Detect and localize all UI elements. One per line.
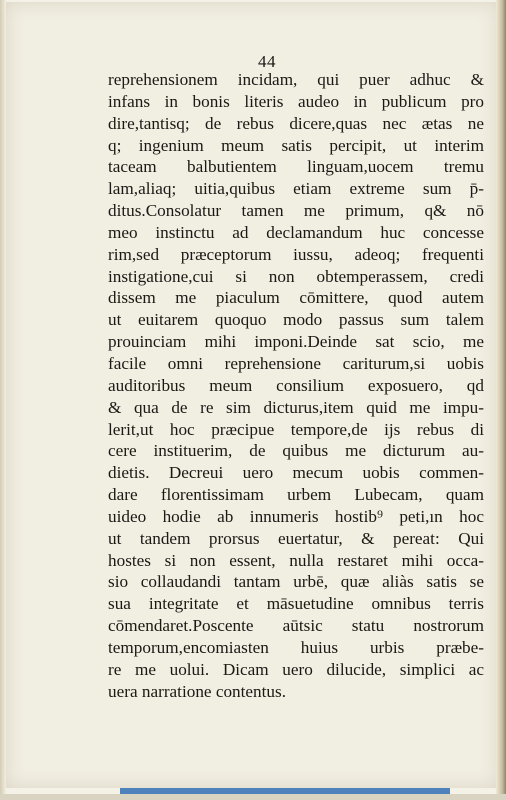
text-line: meo instinctu ad declamandum huc concesse xyxy=(108,222,484,242)
text-line: reprehensionem incidam, qui puer adhuc & xyxy=(108,70,484,89)
text-line: dire,tantisq; de rebus dicere,quas nec ætas ne xyxy=(108,113,484,133)
text-line: ut tandem prorsus euertatur, & pereat: Qui xyxy=(108,528,484,548)
text-line: uideo hodie ab innumeris hostib⁹ peti,ın hoc xyxy=(108,506,484,526)
text-line: facile omni reprehensione cariturum,si uobis xyxy=(108,353,484,373)
text-line: cōmendaret.Poscente aūtsic statu nostrorum xyxy=(108,616,484,636)
text-line: ut euitarem quoquo modo passus sum talem xyxy=(108,310,484,330)
text-line: ditus.Consolatur tamen me primum, q& nō xyxy=(108,201,484,221)
scan-bottom-edge xyxy=(0,794,506,800)
text-line: infans in bonis literis audeo in publicum pro xyxy=(108,91,484,111)
text-line: rim,sed præceptorum iussu, adeoq; frequenti xyxy=(108,244,484,264)
page-number: 44 xyxy=(258,52,276,71)
text-line: auditoribus meum consilium exposuero, qd xyxy=(108,375,484,395)
text-line: lerit,ut hoc præcipue tempore,de ijs rebus di xyxy=(108,419,484,439)
text-line: prouinciam mihi imponi.Deinde sat scio, me xyxy=(108,332,484,352)
text-line: q; ingenium meum satis percipit, ut interim xyxy=(108,135,484,155)
body-text xyxy=(108,69,484,702)
page-gutter-shadow xyxy=(0,0,6,800)
text-line: lam,aliaq; uitia,quibus etiam extreme sum p̄- xyxy=(108,179,484,199)
text-line: dietis. Decreui uero mecum uobis commen- xyxy=(108,463,484,483)
text-line: dissem me piaculum cōmittere, quod autem xyxy=(108,288,484,308)
text-line: & qua de re sim dicturus,item quid me impu- xyxy=(108,397,484,417)
text-line: instigatione,cui si non obtemperassem, credi xyxy=(108,266,484,286)
text-line: hostes si non essent, nulla restaret mihi occa- xyxy=(108,550,484,570)
text-line: dare florentissimam urbem Lubecam, quam xyxy=(108,485,484,505)
text-line: sio collaudandi tantam urbē, quæ aliàs satis se xyxy=(108,572,484,592)
text-line: sua integritate et māsuetudine omnibus terris xyxy=(108,594,484,614)
text-line: taceam balbutientem linguam,uocem tremu xyxy=(108,157,484,177)
text-line: uera narratione contentus. xyxy=(108,681,287,701)
text-line: re me uolui. Dicam uero dilucide, simplici ac xyxy=(108,659,484,679)
text-line: cere instituerim, de quibus me dicturum au- xyxy=(108,441,484,461)
text-line: temporum,encomiasten huius urbis præbe- xyxy=(108,637,484,657)
page-edge-shadow xyxy=(496,0,506,800)
